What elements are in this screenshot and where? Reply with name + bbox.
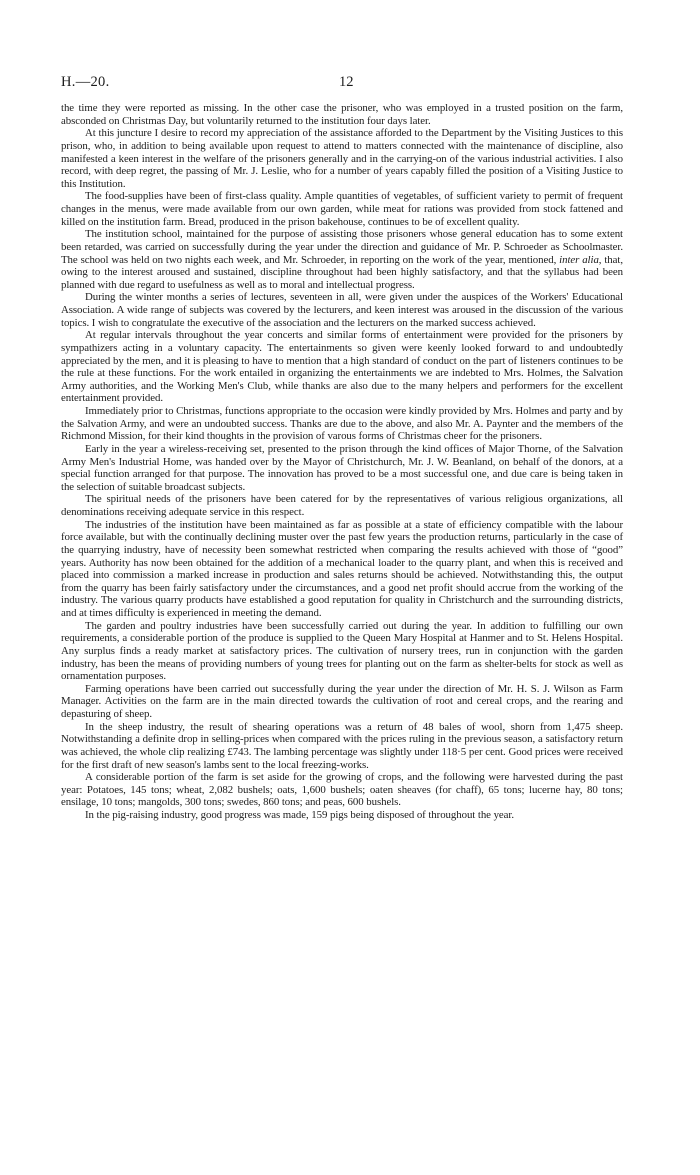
paragraph-escapees: the time they were reported as missing. In the other case the prisoner, who was employed in a trusted position on the farm, absconded on Christmas Day, but voluntarily returned to the institution four days later. — [61, 102, 623, 127]
school-text-latin: inter alia — [559, 253, 599, 266]
page-number: 12 — [339, 74, 354, 90]
paragraph-entertainment: At regular intervals throughout the year concerts and similar forms of entertainment were provided for the prisoners by sympathizers acting in a voluntary capacity. The entertainments so given were keenly looked forward to and undoubtedly appreciated by the men, and it is pleasing to have to mention that a high standard of conduct on the part of listeners continues to be the rule at these functions. For the work entailed in organizing the entertainments we are indebted to Mrs. Holmes, the Salvation Army authorities, and the Working Men's Club, while thanks are also due to the many helpers and performers for the excellent entertainment provided. — [61, 329, 623, 405]
school-text-start: The institution school, maintained for the purpose of assisting those prisoners whose general education has to some extent been retarded, was carried on successfully during the year under the direction and guidance of Mr. P. Schroeder as Schoolmaster. The school was held on two nights each week, and Mr. Schroeder, in reporting on the work of the year, mentioned, — [61, 228, 623, 266]
body-text — [61, 102, 623, 822]
paragraph-food-supplies: The food-supplies have been of first-class quality. Ample quantities of vegetables, of sufficient variety to permit of frequent changes in the menus, were made available from our own garden, while meat for rations was provided from stock fattened and killed on the institution farm. Bread, produced in the prison bakehouse, continues to be of excellent quality. — [61, 190, 623, 228]
paragraph-farming: Farming operations have been carried out successfully during the year under the direction of Mr. H. S. J. Wilson as Farm Manager. Activities on the farm are in the main directed towards the cultivation of root and cereal crops, and the rearing and depasturing of sheep. — [61, 682, 623, 720]
paragraph-industries-quarry: The industries of the institution have been maintained as far as possible at a state of efficiency compatible with the labour force available, but with the continually declining muster over the past few years the production returns, particularly in the case of the quarrying industry, have of necessity been somewhat restricted when comparing the results achieved with those of “good” years. Authority has now been obtained for the addition of a mechanical loader to the quarry plant, and when this is received and placed into commission a marked increase in production and sales returns should be achieved. Notwithstanding this, the output from the quarry has been fairly satisfactory under the circumstances, and a good net profit should accrue from the working of the industry. The various quarry products have established a good reputation for quality in Christchurch and the surrounding districts, and at times difficulty is experienced in meeting the demand. — [61, 518, 623, 619]
paragraph-christmas: Immediately prior to Christmas, functions appropriate to the occasion were kindly provided by Mrs. Holmes and party and by the Salvation Army, and were an undoubted success. Thanks are due to the above, and also Mr. A. Paynter and the members of the Richmond Mission, for their kind thoughts in the provision of varous forms of Christmas cheer for the prisoners. — [61, 405, 623, 443]
paragraph-garden-poultry: The garden and poultry industries have been successfully carried out during the year. In addition to fulfilling our own requirements, a considerable portion of the produce is supplied to the Queen Mary Hospital at Hanmer and to St. Helens Hospital. Any surplus finds a ready market at satisfactory prices. The cultivation of nursery trees, run in conjunction with the garden industry, has been the means of providing numbers of young trees for planting out on the farm as shelter-belts for stock as well as ornamentation purposes. — [61, 619, 623, 683]
document-page — [61, 74, 623, 822]
paragraph-pigs: In the pig-raising industry, good progress was made, 159 pigs being disposed of throughout the year. — [85, 809, 514, 821]
document-reference: H.—20. — [61, 74, 110, 90]
paragraph-institution-school — [61, 228, 623, 291]
paragraph-wireless-set: Early in the year a wireless-receiving set, presented to the prison through the kind offices of Major Thorne, of the Salvation Army Men's Industrial Home, was handed over by the Mayor of Christchurch, Mr. J. W. Beanland, on behalf of the donors, at a special function arranged for that purpose. The innovation has proved to be a most successful one, and due care is being taken in the selection of suitable broadcast subjects. — [61, 442, 623, 493]
paragraph-spiritual-needs: The spiritual needs of the prisoners have been catered for by the representatives of various religious organizations, all denominations receiving adequate service in this respect. — [61, 493, 623, 518]
paragraph-visiting-justices: At this juncture I desire to record my appreciation of the assistance afforded to the Department by the Visiting Justices to this prison, who, in addition to being available upon request to attend to matters connected with the maintenance of discipline, also manifested a keen interest in the welfare of the prisoners generally and in the carrying-on of the various industrial activities. I also record, with deep regret, the passing of Mr. J. Leslie, who for a number of years capably filled the position of a Visiting Justice to this Institution. — [61, 127, 623, 190]
paragraph-lectures: During the winter months a series of lectures, seventeen in all, were given under the auspices of the Workers' Educational Association. A wide range of subjects was covered by the lecturers, and keen interest was aroused in the discussion of the various topics. I wish to congratulate the executive of the association and the lecturers on the marked success achieved. — [61, 291, 623, 329]
paragraph-sheep: In the sheep industry, the result of shearing operations was a return of 48 bales of wool, shorn from 1,475 sheep. Notwithstanding a definite drop in selling-prices when compared with the prices ruling in the previous season, a satisfactory return was achieved, the whole clip realizing £743. The lambing percentage was slightly under 118·5 per cent. Good prices were received for the first draft of new season's lambs sent to the local freezing-works. — [61, 720, 623, 771]
page-header — [61, 74, 623, 98]
paragraph-crops: A considerable portion of the farm is set aside for the growing of crops, and the following were harvested during the past year: Potatoes, 145 tons; wheat, 2,082 bushels; oats, 1,600 bushels; oaten sheaves (for chaff), 65 tons; lucerne hay, 80 tons; ensilage, 10 tons; mangolds, 300 tons; swedes, 860 tons; and peas, 600 bushels. — [61, 771, 623, 809]
school-text-end: , that, owing to the interest aroused and sustained, discipline throughout had been highly satisfactory, and that the syllabus had been planned with due regard to usefulness as well as to moral and intellectual progress. — [61, 253, 623, 291]
